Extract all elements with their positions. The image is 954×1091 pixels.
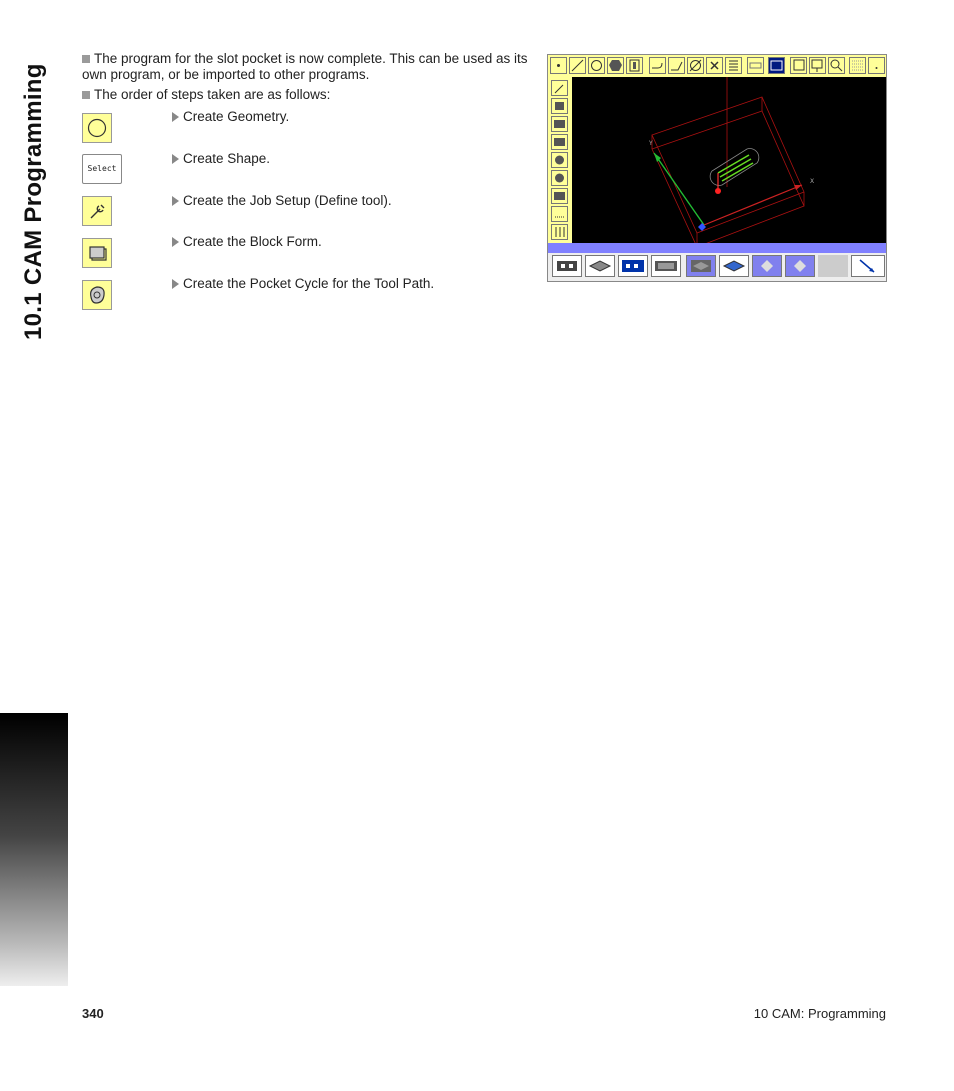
window-tool-icon[interactable]	[790, 57, 807, 74]
program-tool-icon[interactable]	[551, 206, 568, 222]
delete-tool-icon[interactable]	[706, 57, 723, 74]
solid-view-icon[interactable]	[719, 255, 749, 277]
left-toolbar	[548, 77, 573, 243]
block-tool-icon[interactable]	[551, 98, 568, 114]
circle-icon	[83, 114, 111, 142]
bullet-square-icon	[82, 91, 90, 99]
block-form-icon	[82, 238, 112, 268]
film-view-icon[interactable]	[618, 255, 648, 277]
top-view-icon[interactable]	[686, 255, 716, 277]
polygon-tool-icon[interactable]	[607, 57, 624, 74]
create-geometry-icon	[82, 113, 112, 143]
job-setup-tool-icon[interactable]	[551, 80, 568, 96]
diameter-tool-icon[interactable]	[687, 57, 704, 74]
window-zoom-tool-icon[interactable]	[809, 57, 826, 74]
page-number: 340	[82, 1006, 104, 1021]
intro-text-2: The order of steps taken are as follows:	[94, 87, 331, 102]
arrow-right-icon	[172, 154, 179, 164]
list-tool-icon[interactable]	[725, 57, 742, 74]
arrow-right-icon	[172, 196, 179, 206]
chapter-tab-gradient	[0, 713, 68, 986]
step-create-block-form	[172, 234, 322, 250]
blank-view-button[interactable]	[818, 255, 848, 277]
arrow-right-icon	[172, 112, 179, 122]
step-create-shape	[172, 151, 270, 167]
fillet-tool-icon[interactable]	[649, 57, 666, 74]
step-create-pocket-cycle	[172, 276, 434, 292]
chapter-side-title: 10.1 CAM Programming	[20, 63, 47, 340]
step-label: Create Shape.	[183, 151, 271, 166]
step-label: Create the Job Setup (Define tool).	[183, 193, 392, 208]
slot-tool-icon[interactable]	[626, 57, 643, 74]
intro-paragraph-1	[82, 51, 530, 83]
wireframe-view-icon[interactable]	[785, 255, 815, 277]
grid-tool-icon[interactable]	[849, 57, 866, 74]
island-tool-icon[interactable]	[551, 170, 568, 186]
isometric-view-icon[interactable]	[585, 255, 615, 277]
pocket-cycle-icon	[82, 280, 112, 310]
top-toolbar	[548, 55, 886, 77]
tool-path-view-icon[interactable]	[552, 255, 582, 277]
bottom-toolbar	[548, 253, 886, 281]
select-icon: Select	[82, 154, 122, 184]
arrow-right-icon	[172, 279, 179, 289]
intro-paragraph-2	[82, 87, 530, 103]
wrench-icon	[82, 196, 112, 226]
chapter-footer: 10 CAM: Programming	[753, 1006, 886, 1021]
cam-screenshot	[547, 54, 887, 282]
zoom-tool-icon[interactable]	[828, 57, 845, 74]
svg-text:Y: Y	[649, 140, 653, 147]
contour-tool-icon[interactable]	[551, 134, 568, 150]
svg-text:X: X	[810, 178, 815, 185]
chamfer-tool-icon[interactable]	[668, 57, 685, 74]
step-label: Create the Pocket Cycle for the Tool Path.	[183, 276, 435, 291]
step-label: Create the Block Form.	[183, 234, 322, 249]
axis-view-icon[interactable]	[851, 255, 885, 277]
circle-tool-icon[interactable]	[588, 57, 605, 74]
drill-tool-icon[interactable]	[551, 188, 568, 204]
bullet-square-icon	[82, 55, 90, 63]
point-tool-icon[interactable]	[550, 57, 567, 74]
cam-view-tool-icon[interactable]	[768, 57, 785, 74]
arrow-right-icon	[172, 237, 179, 247]
measure-tool-icon[interactable]	[747, 57, 764, 74]
more-tool-icon[interactable]	[868, 57, 885, 74]
pocket-tool-icon[interactable]	[551, 152, 568, 168]
line-tool-icon[interactable]	[569, 57, 586, 74]
step-label: Create Geometry.	[183, 109, 290, 124]
step-create-job-setup	[172, 193, 392, 209]
front-view-icon[interactable]	[651, 255, 681, 277]
settings-tool-icon[interactable]	[551, 224, 568, 240]
step-create-geometry	[172, 109, 289, 125]
shaded-view-icon[interactable]	[752, 255, 782, 277]
intro-text-1: The program for the slot pocket is now complete. This can be used as its own program, or be imported to other programs.	[82, 51, 528, 82]
status-bar	[548, 243, 886, 253]
3d-viewport[interactable]	[572, 77, 886, 243]
face-tool-icon[interactable]	[551, 116, 568, 132]
